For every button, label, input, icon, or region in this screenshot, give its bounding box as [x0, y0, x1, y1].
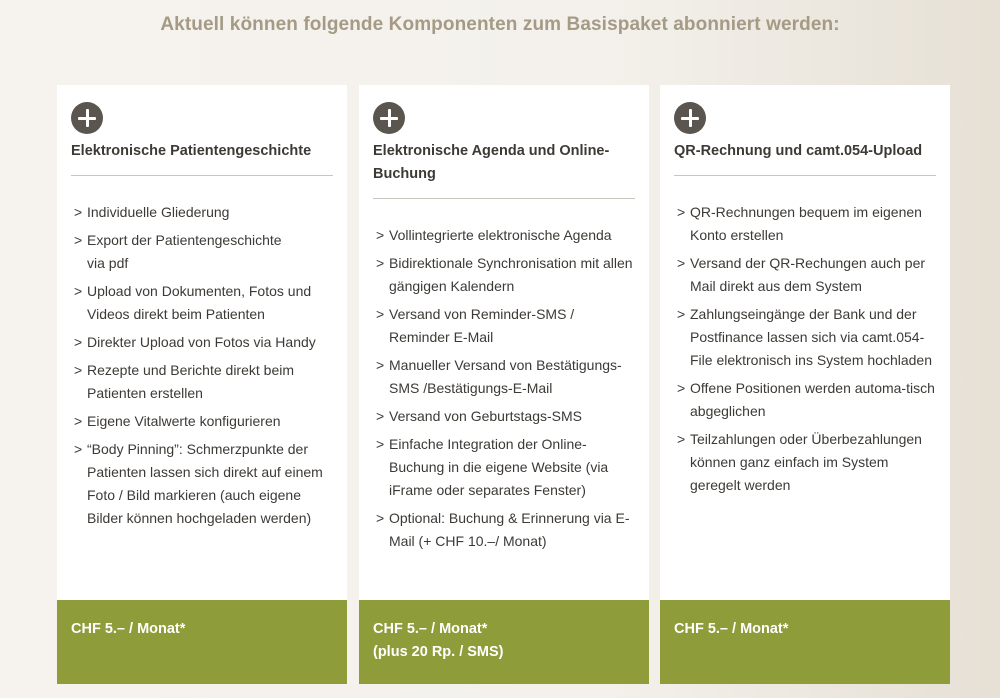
card-qr-rechnung — [660, 85, 950, 684]
feature-item: > Upload von Dokumenten, Fotos und Videos direkt beim Patienten — [74, 280, 336, 326]
feature-item: > Manueller Versand von Bestätigungs-SMS /Bestätigungs-E-Mail — [376, 354, 638, 400]
feature-list — [677, 201, 939, 502]
feature-list — [376, 224, 638, 558]
feature-item: > “Body Pinning”: Schmerzpunkte der Patienten lassen sich direkt auf einem Foto / Bild markieren (auch eigene Bilder können hochgeladen werden) — [74, 438, 336, 530]
feature-list — [74, 201, 336, 535]
feature-item: > QR-Rechnungen bequem im eigenen Konto erstellen — [677, 201, 939, 247]
card-divider — [373, 198, 635, 199]
feature-item: > Individuelle Gliederung — [74, 201, 336, 224]
feature-text-line: via pdf — [87, 255, 129, 271]
plus-icon[interactable] — [71, 102, 103, 134]
card-title: QR-Rechnung und camt.054-Upload — [674, 143, 923, 159]
card-patientengeschichte — [57, 85, 347, 684]
feature-item: > Optional: Buchung & Erinnerung via E-Mail (+ CHF 10.–/ Monat) — [376, 507, 638, 553]
page-heading: Aktuell können folgende Komponenten zum Basispaket abonniert werden: — [160, 14, 840, 35]
price-text-line: CHF 5.– / Monat* — [373, 621, 488, 637]
price-box: CHF 5.– / Monat* — [57, 600, 347, 684]
price-text-line: (plus 20 Rp. / SMS) — [373, 644, 504, 660]
plus-icon[interactable] — [373, 102, 405, 134]
card-agenda — [359, 85, 649, 684]
feature-item: > Vollintegrierte elektronische Agenda — [376, 224, 638, 247]
feature-item: > Versand von Reminder-SMS / Reminder E-Mail — [376, 303, 638, 349]
feature-text-line: Export der Patientengeschichte — [87, 232, 282, 248]
card-divider — [674, 175, 936, 176]
feature-item — [74, 229, 336, 275]
feature-item: > Teilzahlungen oder Überbezahlungen können ganz einfach im System geregelt werden — [677, 428, 939, 497]
card-title: Elektronische Patientengeschichte — [71, 143, 312, 159]
feature-item: > Offene Positionen werden automa-tisch abgeglichen — [677, 377, 939, 423]
card-divider — [71, 175, 333, 176]
feature-item: > Eigene Vitalwerte konfigurieren — [74, 410, 336, 433]
price-box — [359, 600, 649, 684]
feature-item: > Zahlungseingänge der Bank und der Postfinance lassen sich via camt.054-File elektronisch ins System hochladen — [677, 303, 939, 372]
price-box: CHF 5.– / Monat* — [660, 600, 950, 684]
feature-item: > Direkter Upload von Fotos via Handy — [74, 331, 336, 354]
feature-item: > Versand der QR-Rechungen auch per Mail direkt aus dem System — [677, 252, 939, 298]
card-title: Elektronische Agenda und Online-Buchung — [373, 143, 610, 182]
feature-item: > Einfache Integration der Online-Buchung in die eigene Website (via iFrame oder separates Fenster) — [376, 433, 638, 502]
feature-item: > Bidirektionale Synchronisation mit allen gängigen Kalendern — [376, 252, 638, 298]
feature-item: > Versand von Geburtstags-SMS — [376, 405, 638, 428]
plus-icon[interactable] — [674, 102, 706, 134]
feature-item: > Rezepte und Berichte direkt beim Patienten erstellen — [74, 359, 336, 405]
